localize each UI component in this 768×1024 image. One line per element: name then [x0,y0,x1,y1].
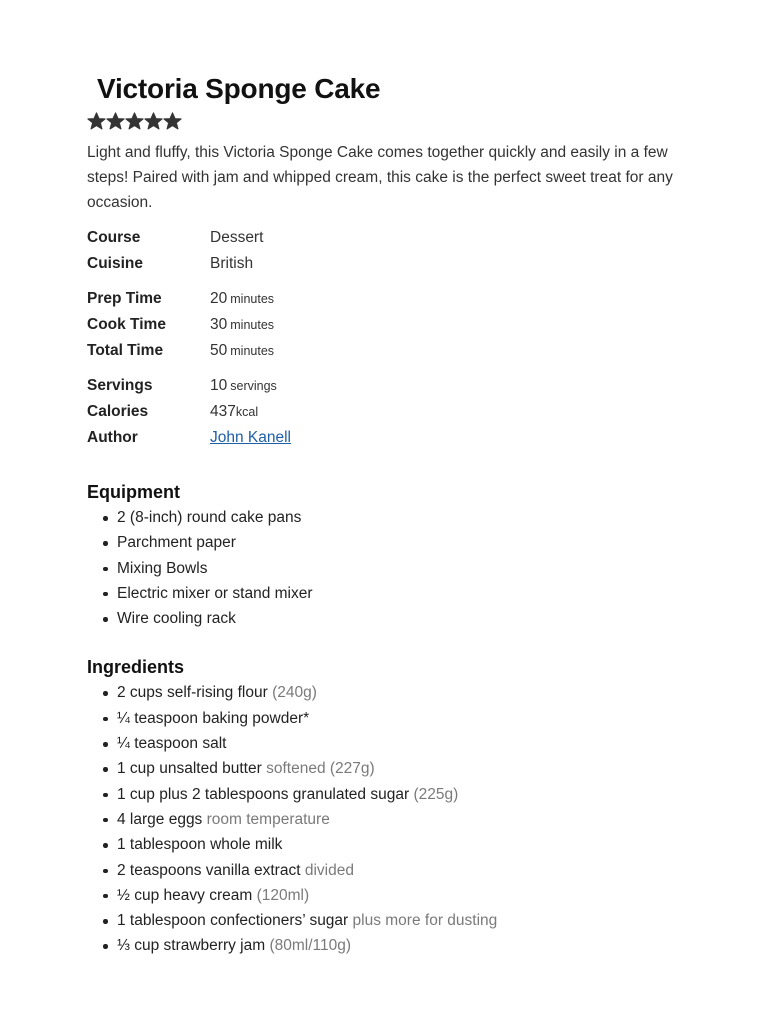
ingredient-item [87,908,697,933]
rating-stars[interactable] [87,110,697,132]
ingredient-item [87,883,697,908]
equipment-item: Mixing Bowls [87,556,697,581]
meta-cuisine [87,251,697,277]
ingredient-item [87,858,697,883]
meta-course-label: Course [87,229,141,246]
meta-total-time [87,338,697,364]
ingredient-text: 4 large eggs [117,810,203,828]
ingredient-text: 1 cup plus 2 tablespoons granulated sugar [117,785,410,803]
ingredients-section [87,654,697,958]
equipment-section [87,479,697,631]
ingredient-item [87,807,697,832]
meta-servings-label: Servings [87,377,153,394]
meta-prep-time-value: 20 [210,290,228,307]
equipment-item: Electric mixer or stand mixer [87,581,697,606]
meta-prep-time-label: Prep Time [87,290,162,307]
ingredient-item [87,933,697,958]
star-icon[interactable] [106,112,125,131]
ingredient-text: ⅓ cup strawberry jam [117,937,266,955]
meta-course [87,225,697,251]
star-icon[interactable] [125,112,144,131]
ingredient-text: 2 teaspoons vanilla extract [117,861,301,879]
ingredient-note: divided [304,861,354,879]
meta-cook-time [87,312,697,338]
meta-calories [87,399,697,425]
ingredient-note: plus more for dusting [352,912,498,930]
ingredient-text: 2 cups self-rising flour [117,684,268,702]
ingredients-list [87,680,697,958]
equipment-heading: Equipment [87,482,180,502]
equipment-item: Wire cooling rack [87,606,697,631]
meta-group-details [87,373,697,451]
ingredient-text: 1 tablespoon whole milk [117,836,283,854]
ingredient-text: ½ cup heavy cream [117,886,253,904]
meta-prep-time-unit: minutes [230,292,275,306]
equipment-item: 2 (8-inch) round cake pans [87,505,697,530]
ingredient-text: ¼ teaspoon baking powder* [117,709,310,727]
meta-servings-value[interactable]: 10 [210,377,228,394]
meta-group-times [87,286,697,364]
meta-course-value: Dessert [210,229,264,246]
meta-total-time-unit: minutes [230,344,275,358]
ingredient-text: 1 cup unsalted butter [117,760,262,778]
ingredient-item [87,782,697,807]
meta-servings [87,373,697,399]
meta-servings-unit: servings [230,379,277,393]
star-icon[interactable] [163,112,182,131]
ingredient-text: ¼ teaspoon salt [117,735,227,753]
equipment-item: Parchment paper [87,530,697,555]
ingredients-heading: Ingredients [87,657,185,678]
ingredient-item [87,680,697,705]
equipment-list [87,505,697,631]
recipe-meta [87,225,697,451]
meta-total-time-value: 50 [210,342,228,359]
ingredient-text: 1 tablespoon confectioners’ sugar [117,912,349,930]
recipe-card [87,70,697,959]
star-icon[interactable] [144,112,163,131]
meta-total-time-label: Total Time [87,342,164,359]
star-icon[interactable] [87,112,106,131]
ingredient-note: (80ml/110g) [269,937,352,955]
ingredient-note: softened (227g) [266,760,375,778]
meta-cuisine-value: British [210,255,254,272]
ingredient-note: (240g) [272,684,317,702]
author-link[interactable]: John Kanell [210,429,292,446]
ingredient-item [87,756,697,781]
meta-group-category [87,225,697,277]
meta-author-label: Author [87,429,138,446]
ingredient-item [87,706,697,731]
recipe-title: Victoria Sponge Cake [97,73,381,104]
meta-calories-unit: kcal [235,405,259,419]
meta-cook-time-label: Cook Time [87,316,166,333]
ingredient-item [87,731,697,756]
meta-calories-label: Calories [87,403,149,420]
recipe-summary: Light and fluffy, this Victoria Sponge Cake comes together quickly and easily in a few steps! Paired with jam and whipped cream, this cake is the perfect sweet treat for any occasion. [87,144,673,211]
meta-cook-time-unit: minutes [230,318,275,332]
ingredient-item [87,832,697,857]
ingredient-note: room temperature [206,810,330,828]
meta-author [87,425,697,451]
meta-cuisine-label: Cuisine [87,255,143,272]
meta-cook-time-value: 30 [210,316,228,333]
ingredient-note: (225g) [413,785,459,803]
ingredient-note: (120ml) [256,886,310,904]
meta-prep-time [87,286,697,312]
meta-calories-value: 437 [210,403,236,420]
